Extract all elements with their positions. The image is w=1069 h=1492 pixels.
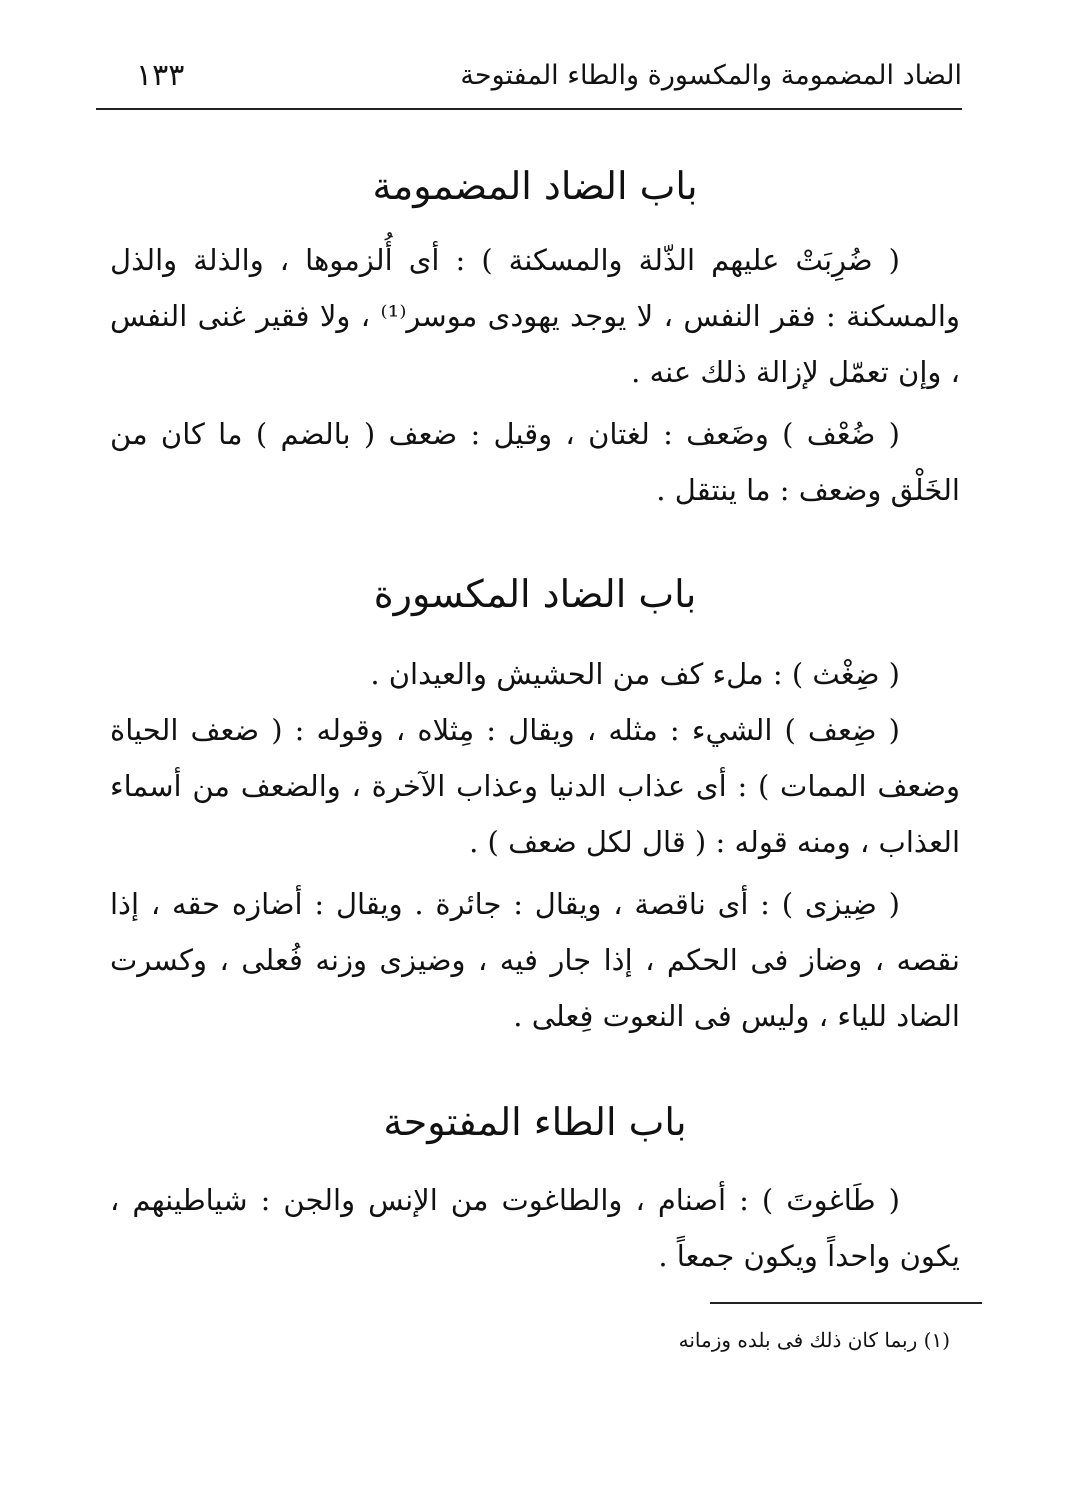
running-title: الضاد المضمومة والمكسورة والطاء المفتوحة bbox=[460, 60, 962, 91]
section-heading-ta-fatha: باب الطاء المفتوحة bbox=[383, 1100, 687, 1144]
running-head bbox=[96, 56, 962, 100]
paragraph: ( ضِغْث ) : ملء كف من الحشيش والعيدان . bbox=[370, 657, 900, 691]
paragraph: ( ضُعْف ) وضَعف : لغتان ، وقيل : ضعف ( بالضم ) ما كان من الخَلْق وضعف : ما ينتقل . bbox=[110, 417, 960, 507]
header-rule bbox=[96, 108, 962, 110]
footnote: (١) ربما كان ذلك فى بلده وزمانه bbox=[678, 1328, 950, 1352]
section-heading-damma: باب الضاد المضمومة bbox=[372, 164, 698, 208]
paragraph: ( ضُرِبَتْ عليهم الذّلة والمسكنة ) : أى أُلزموها ، والذلة والذل والمسكنة : فقر النفس ، لا يوجد يهودى موسر⁽¹⁾ ، ولا فقير غنى النفس ، وإن تعمّل لإزالة ذلك عنه . bbox=[110, 243, 960, 389]
paragraph: ( ضِيزى ) : أى ناقصة ، ويقال : جائرة . ويقال : أضازه حقه ، إذا نقصه ، وضاز فى الحكم ، إذا جار فيه ، وضيزى وزنه فُعلى ، وكسرت الضاد للياء ، وليس فى النعوت فِعلى . bbox=[110, 887, 960, 1033]
section-body-damma bbox=[110, 232, 960, 518]
section-body-ta-fatha bbox=[110, 1172, 960, 1284]
page-number: ١٣٣ bbox=[136, 58, 185, 93]
section-heading-kasra: باب الضاد المكسورة bbox=[373, 572, 697, 616]
section-body-kasra bbox=[110, 646, 960, 1044]
paragraph: ( ضِعف ) الشيء : مثله ، ويقال : مِثلاه ، وقوله : ( ضعف الحياة وضعف الممات ) : أى عذاب الدنيا وعذاب الآخرة ، والضعف من أسماء العذاب ، ومنه قوله : ( قال لكل ضعف ) . bbox=[110, 713, 960, 859]
footnote-rule bbox=[710, 1302, 982, 1304]
paragraph: ( طَاغوتَ ) : أصنام ، والطاغوت من الإنس والجن : شياطينهم ، يكون واحداً ويكون جمعاً . bbox=[110, 1183, 960, 1273]
